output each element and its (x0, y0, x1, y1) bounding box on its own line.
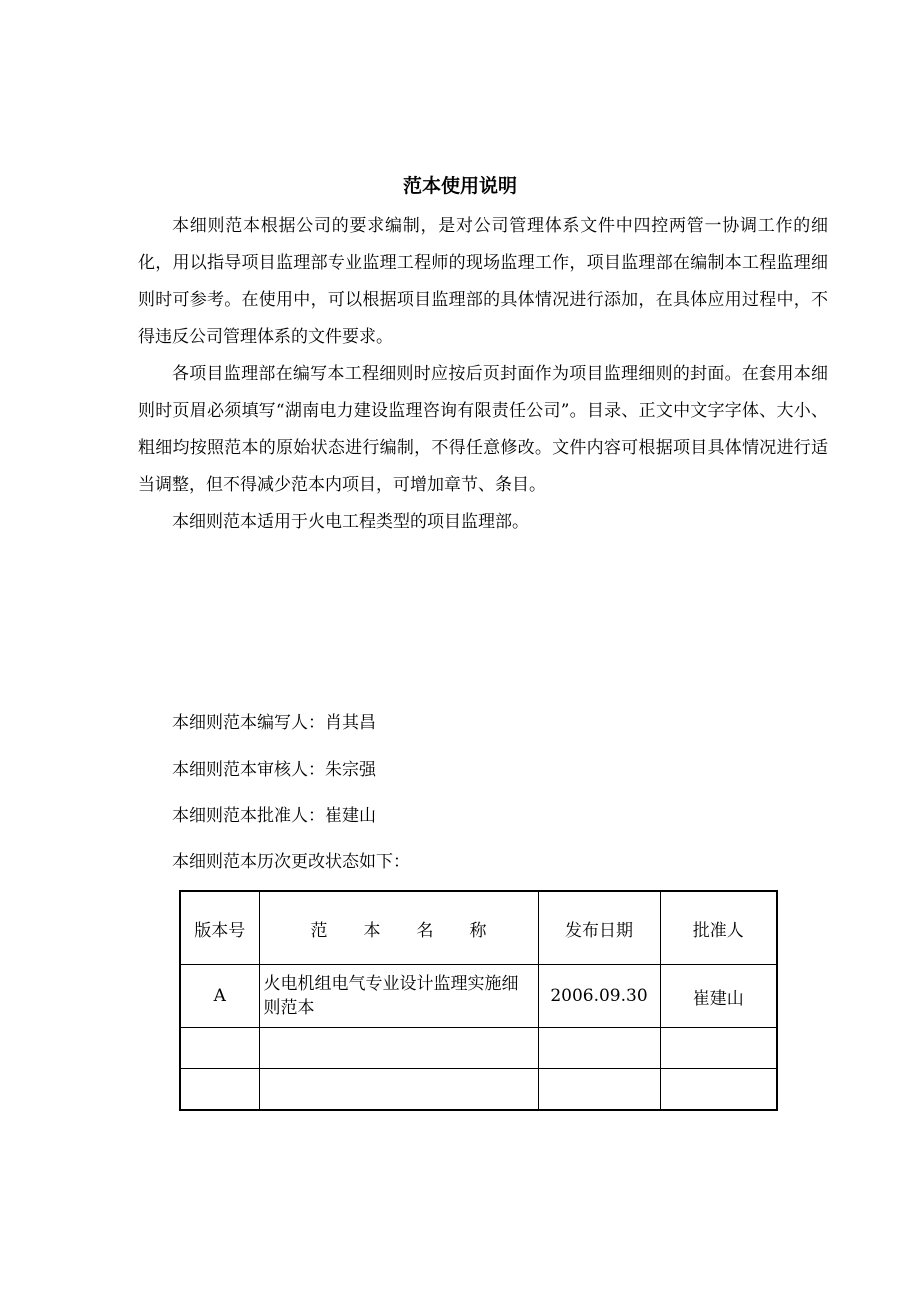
approver-line: 本细则范本批准人：崔建山 (172, 806, 376, 826)
cell-date: 2006.09.30 (538, 965, 660, 1028)
instructions-body (138, 208, 828, 541)
author-line: 本细则范本编写人：肖其昌 (172, 713, 376, 733)
cell-approver (660, 1069, 777, 1111)
cell-approver: 崔建山 (660, 965, 777, 1028)
cell-date (538, 1069, 660, 1111)
cell-approver (660, 1028, 777, 1069)
header-version: 版本号 (180, 891, 259, 965)
paragraph: 本细则范本根据公司的要求编制，是对公司管理体系文件中四控两管一协调工作的细化，用以指导项目监理部专业监理工程师的现场监理工作，项目监理部在编制本工程监理细则时可参考。在使用中，可以根据项目监理部的具体情况进行添加，在具体应用过程中，不得违反公司管理体系的文件要求。 (138, 216, 828, 347)
header-date: 发布日期 (538, 891, 660, 965)
cell-version: A (180, 965, 259, 1028)
table-row (180, 1069, 777, 1111)
table-row (180, 965, 777, 1028)
cell-version (180, 1069, 259, 1111)
table-header-row (180, 891, 777, 965)
cell-date (538, 1028, 660, 1069)
cell-name (259, 1069, 538, 1111)
table-row (180, 1028, 777, 1069)
history-intro: 本细则范本历次更改状态如下： (172, 852, 410, 872)
cell-name (259, 1028, 538, 1069)
paragraph: 各项目监理部在编写本工程细则时应按后页封面作为项目监理细则的封面。在套用本细则时页眉必须填写“湖南电力建设监理咨询有限责任公司”。目录、正文中文字字体、大小、粗细均按照范本的原始状态进行编制，不得任意修改。文件内容可根据项目具体情况进行适当调整，但不得减少范本内项目，可增加章节、条目。 (138, 364, 828, 495)
header-name-label: 范 本 名 称 (310, 920, 502, 941)
reviewer-line: 本细则范本审核人：朱宗强 (172, 760, 376, 780)
paragraph: 本细则范本适用于火电工程类型的项目监理部。 (172, 512, 529, 532)
page-title: 范本使用说明 (402, 175, 517, 197)
cell-version (180, 1028, 259, 1069)
header-name (259, 891, 538, 965)
cell-name: 火电机组电气专业设计监理实施细则范本 (259, 965, 538, 1028)
revision-history-table (179, 890, 778, 1111)
header-approver: 批准人 (660, 891, 777, 965)
